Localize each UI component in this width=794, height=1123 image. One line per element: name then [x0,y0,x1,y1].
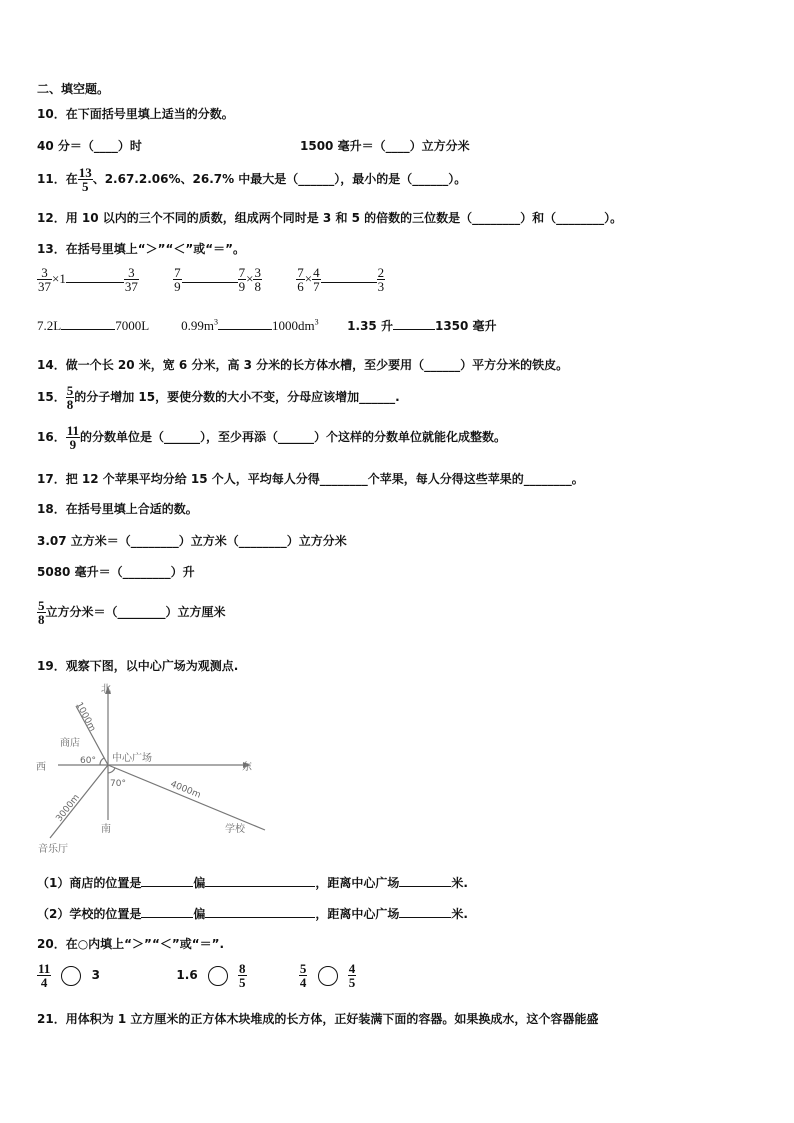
q20-b-left: 1.6 [176,968,198,982]
q11-line [37,166,466,193]
q13-frac-i: $\frac{2}{3}$ [377,265,385,294]
q13-times-b: × [304,271,313,286]
label-school-dist: 4000m [168,779,202,801]
q19-sub1-a: （1）商店的位置是 [37,876,142,890]
label-concert: 音乐厅 [38,844,68,855]
school-ray [108,765,265,830]
q11-fraction: $\frac{13}{5}$ [78,165,92,194]
q17-stem: 17．把 12 个苹果平均分给 15 个人，平均每人分得________个苹果，每人分得这些苹果的________。 [37,472,584,486]
q19-sub1-c: ，距离中心广场 [315,876,400,890]
q13-frac-g: $\frac{7}{6}$ [297,265,304,294]
q13-r2a-right: 7000L [115,318,149,333]
q19-sub1-d: 米. [451,876,468,890]
q13-stem: 13．在括号里填上“＞”“＜”或“＝”。 [37,242,246,256]
label-west: 西 [36,762,46,773]
q16-line [37,424,506,451]
q15-line [37,384,400,411]
label-shop: 商店 [60,738,80,749]
q19-sub2-c: ，距离中心广场 [315,907,400,921]
q13-r2a-left: 7.2L [37,318,62,333]
q13-frac-e: $\frac{3}{8}$ [254,265,261,294]
q18-part-c [37,599,226,626]
q10-stem: 10．在下面括号里填上适当的分数。 [37,107,234,121]
q13-times-a: × [246,271,254,286]
q19-sub2-a: （2）学校的位置是 [37,907,142,921]
q13-blank-2[interactable] [182,270,238,283]
q16-number: 16． [37,430,66,444]
q19-sub1-blank-1[interactable] [141,874,193,887]
q13-frac-a: $\frac{3}{37}$ [38,265,51,294]
q13-r2b-left: 0.99m [181,318,215,333]
label-angle-70: 70° [110,779,126,789]
q20-a-right: 3 [91,968,101,982]
q19-stem: 19．观察下图，以中心广场为观测点. [37,659,239,673]
label-shop-dist: 1000m [73,700,98,734]
angle-arc-60 [100,758,104,765]
q15-number: 15． [37,390,66,404]
q13-frac-d: $\frac{7}{9}$ [238,265,246,294]
q13-r2c-right: 1350 毫升 [434,319,497,333]
q13-times-one: ×1 [52,271,66,286]
q19-sub1-b: 偏 [193,876,206,890]
q18-fraction: $\frac{5}{8}$ [38,598,45,627]
label-north: 北 [101,684,111,695]
q16-rest: 的分数单位是（______），至少再添（______）个这样的分数单位就能化成整数。 [80,430,507,444]
q14-stem: 14．做一个长 20 米，宽 6 分米，高 3 分米的长方体水槽，至少要用（______）平方分米的铁皮。 [37,358,569,372]
label-concert-dist: 3000m [54,792,82,824]
q18-part-b: 5080 毫升＝（________）升 [37,565,195,579]
label-angle-60: 60° [80,756,96,766]
q20-frac-b: $\frac{8}{5}$ [239,961,246,990]
q13-frac-b: $\frac{3}{37}$ [124,265,138,294]
q18-part-a: 3.07 立方米＝（________）立方米（________）立方分米 [37,534,347,548]
q19-sub2 [37,905,468,922]
q20-frac-c-right: $\frac{4}{5}$ [348,961,356,990]
q13-row2 [37,317,497,334]
q10-part-a: 40 分＝（____）时 [37,139,142,153]
q19-sub1 [37,874,468,891]
q20-row [37,962,356,989]
q13-blank-6[interactable] [393,317,435,330]
q12-stem: 12．用 10 以内的三个不同的质数，组成两个同时是 3 和 5 的倍数的三位数是（________）和（________）。 [37,211,623,225]
q19-sub1-blank-2[interactable] [205,874,315,887]
q19-sub1-blank-3[interactable] [399,874,451,887]
section-title: 二、填空题。 [37,82,110,96]
q19-sub2-blank-2[interactable] [205,905,315,918]
q15-rest: 的分子增加 15，要使分数的大小不变，分母应该增加______. [74,390,400,404]
q20-circle-3[interactable] [318,966,338,986]
q13-blank-3[interactable] [321,270,377,283]
q15-fraction: $\frac{5}{8}$ [66,383,74,412]
q13-blank-1[interactable] [66,270,124,283]
q13-r2b-sup: 3 [214,317,219,327]
q11-number: 11．在 [37,172,78,186]
direction-map [30,680,290,860]
q18-part-c-text: 立方分米＝（________）立方厘米 [45,605,226,619]
q13-r2b-right: 1000dm [272,318,315,333]
q13-r2c-left: 1.35 升 [347,319,393,333]
q19-sub2-blank-1[interactable] [141,905,193,918]
q13-frac-h: $\frac{4}{7}$ [313,265,320,294]
q13-r2b-sup2: 3 [314,317,319,327]
q11-rest: 、2.67.2.06%、26.7% 中最大是（______），最小的是（______）。 [92,172,467,186]
q20-frac-c: $\frac{5}{4}$ [299,961,307,990]
q20-circle-2[interactable] [208,966,228,986]
q19-sub2-blank-3[interactable] [399,905,451,918]
label-school: 学校 [225,824,245,835]
q19-sub2-b: 偏 [193,907,206,921]
q13-blank-5[interactable] [218,317,272,330]
q21-stem: 21．用体积为 1 立方厘米的正方体木块堆成的长方体，正好装满下面的容器。如果换成水，这个容器能盛 [37,1012,599,1026]
label-center: 中心广场 [112,753,152,764]
q16-fraction: $\frac{11}{9}$ [66,423,79,452]
q20-circle-1[interactable] [61,966,81,986]
label-east: 东 [242,762,252,773]
q13-row1 [37,266,385,293]
q13-blank-4[interactable] [61,317,115,330]
q10-part-b: 1500 毫升＝（____）立方分米 [300,139,470,153]
angle-arc-70 [108,768,115,773]
label-south: 南 [101,824,111,835]
q18-stem: 18．在括号里填上合适的数。 [37,502,198,516]
q20-stem: 20．在○内填上“＞”“＜”或“＝”. [37,937,225,951]
q20-frac-a: $\frac{11}{4}$ [38,961,51,990]
q13-frac-c: $\frac{7}{9}$ [174,265,181,294]
q19-sub2-d: 米. [451,907,468,921]
